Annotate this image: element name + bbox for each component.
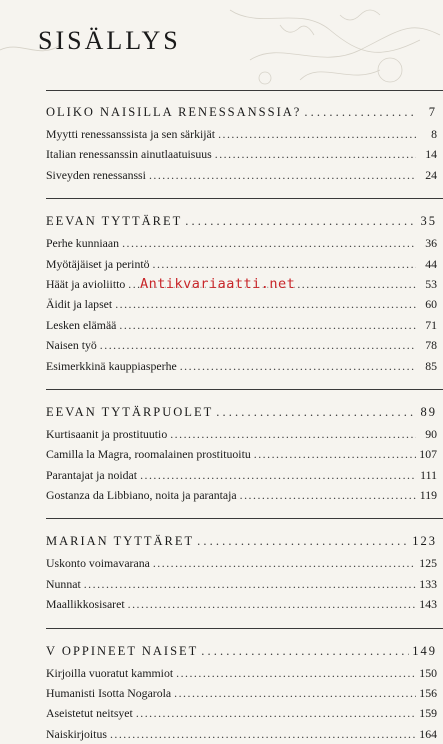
entry-title: Kirjoilla vuoratut kammiot: [46, 665, 174, 680]
dot-leader: [153, 556, 416, 571]
section-heading: [46, 529, 443, 553]
dot-leader: [110, 727, 416, 742]
dot-leader: [174, 686, 416, 701]
toc-section: [46, 400, 443, 506]
entry-title: Aseistetut neitsyet: [46, 706, 133, 721]
page-number: 150: [419, 665, 437, 680]
toc-entry: [46, 144, 443, 164]
page-number: 143: [419, 597, 437, 612]
entry-title: Myytti renessanssista ja sen särkijät: [46, 127, 216, 141]
entry-title: Uskonto voimavarana: [46, 556, 150, 571]
dot-leader: [218, 127, 416, 142]
toc-section: [46, 639, 443, 744]
dot-leader: [180, 359, 416, 374]
section-heading: [46, 639, 443, 663]
toc-entry: [46, 294, 443, 314]
toc-entry: [46, 254, 443, 274]
page-number: 156: [419, 686, 437, 701]
entry-title: Siveyden renessanssi: [46, 167, 146, 182]
dot-leader: [140, 468, 416, 483]
entry-title: Kurtisaanit ja prostituutio: [46, 426, 168, 441]
section-heading: [46, 400, 443, 424]
page-number: 14: [425, 147, 437, 162]
entry-title: Parantajat ja noidat: [46, 467, 138, 482]
page-number: 159: [419, 706, 437, 721]
entry-title: Perhe kunniaan: [46, 236, 120, 251]
page-number: 164: [419, 726, 437, 741]
toc-section: [46, 100, 443, 185]
entry-title: Nunnat: [46, 576, 81, 591]
toc-entry: [46, 485, 443, 505]
dot-leader: [197, 534, 409, 549]
toc-entry: [46, 315, 443, 335]
toc-entry: [46, 424, 443, 444]
dot-leader: [100, 338, 416, 353]
page-number: 35: [420, 214, 437, 229]
section-heading: [46, 100, 443, 124]
dot-leader: [240, 488, 416, 503]
toc-entry: [46, 465, 443, 485]
section-heading: [46, 209, 443, 233]
toc-entry: [46, 724, 443, 744]
dot-leader: [119, 318, 416, 333]
toc-entry: [46, 124, 443, 144]
page-number: 125: [419, 556, 437, 571]
toc-entry: [46, 444, 443, 464]
dot-leader: [153, 257, 416, 272]
page-number: 44: [425, 256, 437, 271]
toc-section: [46, 209, 443, 376]
section-divider: [46, 628, 443, 629]
entry-title: Häät ja avioliitto: [46, 276, 126, 291]
dot-leader: [128, 597, 416, 612]
section-title: EEVAN TYTTÄRET: [46, 214, 183, 229]
entry-title: Naiskirjoitus: [46, 726, 107, 741]
title-divider: [46, 90, 443, 91]
dot-leader: [216, 405, 416, 420]
dot-leader: [304, 105, 416, 120]
entry-title: Humanisti Isotta Nogarola: [46, 686, 172, 701]
entry-title: Camilla la Magra, roomalainen prostituoitu: [46, 447, 251, 462]
dot-leader: [170, 427, 416, 442]
dot-leader: [176, 666, 416, 681]
section-title: MARIAN TYTTÄRET: [46, 534, 195, 549]
page-number: 78: [425, 338, 437, 353]
page-number: 119: [419, 488, 437, 503]
entry-title: Maallikkosisaret: [46, 597, 125, 612]
toc-entry: [46, 553, 443, 573]
page-number: 89: [420, 404, 437, 419]
dot-leader: [122, 236, 416, 251]
page-number: 7: [428, 105, 437, 119]
dot-leader: [115, 297, 416, 312]
toc-entry: [46, 703, 443, 723]
page-number: 24: [425, 167, 437, 182]
page-number: 123: [412, 534, 437, 549]
toc-entry: [46, 335, 443, 355]
page-title: SISÄLLYS: [38, 26, 181, 55]
toc-entry: [46, 663, 443, 683]
page-number: 53: [425, 276, 437, 291]
toc-entry: [46, 683, 443, 703]
watermark: Antikvariaatti.net: [140, 276, 296, 292]
toc-entry: [46, 233, 443, 253]
page-number: 111: [420, 467, 437, 482]
page-number: 8: [431, 127, 437, 141]
entry-title: Äidit ja lapset: [46, 297, 113, 312]
toc-entry: [46, 165, 443, 185]
toc-entry: [46, 356, 443, 376]
page-number: 107: [419, 447, 437, 462]
section-divider: [46, 389, 443, 390]
section-divider: [46, 518, 443, 519]
dot-leader: [185, 214, 416, 229]
page-number: 133: [419, 576, 437, 591]
entry-title: Naisen työ: [46, 338, 97, 353]
toc-entry: [46, 594, 443, 614]
entry-title: Esimerkkinä kauppiasperhe: [46, 358, 177, 373]
toc-section: [46, 529, 443, 614]
dot-leader: [136, 706, 416, 721]
entry-title: Gostanza da Libbiano, noita ja parantaja: [46, 488, 237, 503]
section-title: V OPPINEET NAISET: [46, 643, 199, 658]
page-number: 90: [425, 426, 437, 441]
toc-entry: [46, 574, 443, 594]
dot-leader: [84, 577, 416, 592]
entry-title: Italian renessanssin ainutlaatuisuus: [46, 147, 212, 162]
section-divider: [46, 198, 443, 199]
dot-leader: [215, 147, 416, 162]
table-of-contents: [46, 100, 443, 744]
entry-title: Myötäjäiset ja perintö: [46, 256, 150, 271]
page-number: 85: [425, 358, 437, 373]
page-number: 36: [425, 236, 437, 251]
page-number: 149: [412, 643, 437, 658]
page-number: 71: [425, 317, 437, 332]
section-title: OLIKO NAISILLA RENESSANSSIA?: [46, 105, 302, 119]
section-title: EEVAN TYTÄRPUOLET: [46, 404, 214, 419]
page-number: 60: [425, 297, 437, 312]
dot-leader: [149, 168, 416, 183]
dot-leader: [254, 447, 416, 462]
dot-leader: [201, 644, 409, 659]
entry-title: Lesken elämää: [46, 317, 117, 332]
